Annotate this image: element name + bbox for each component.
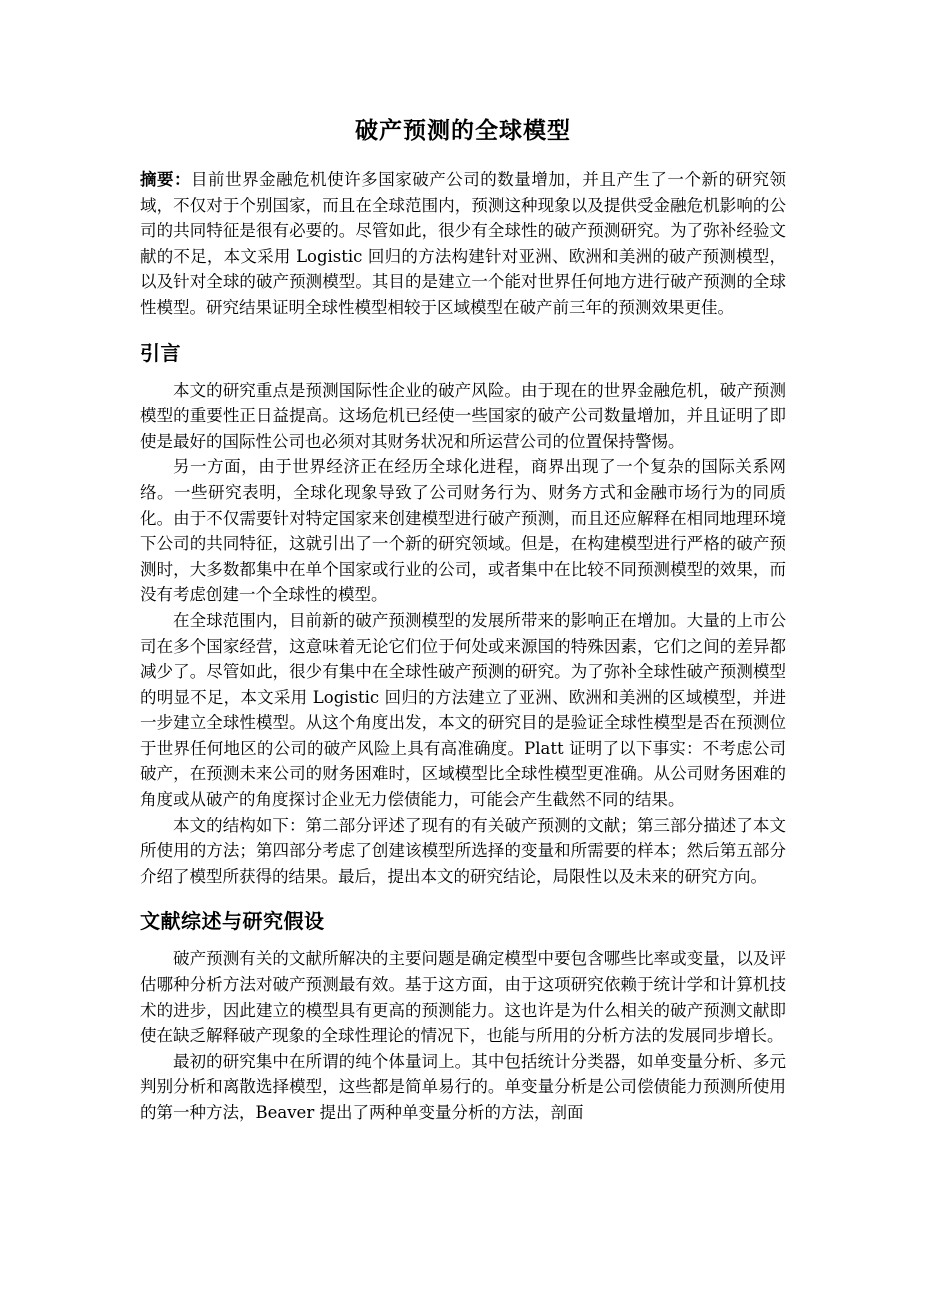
- introduction-paragraph-4: 本文的结构如下：第二部分评述了现有的有关破产预测的文献；第三部分描述了本文所使用的方法；第四部分考虑了创建该模型所选择的变量和所需要的样本；然后第五部分介绍了模型所获得的结果。最后，提出本文的研究结论，局限性以及未来的研究方向。: [140, 815, 786, 886]
- literature-review-paragraph-1: 破产预测有关的文献所解决的主要问题是确定模型中要包含哪些比率或变量，以及评估哪种分析方法对破产预测最有效。基于这方面，由于这项研究依赖于统计学和计算机技术的进步，因此建立的模型具有更高的预测能力。这也许是为什么相关的破产预测文献即使在缺乏解释破产现象的全球性理论的情况下，也能与所用的分析方法的发展同步增长。: [140, 949, 786, 1046]
- section-heading-introduction: 引言: [140, 340, 181, 365]
- literature-review-paragraph-2: 最初的研究集中在所谓的纯个体量词上。其中包括统计分类器，如单变量分析、多元判别分析和离散选择模型，这些都是简单易行的。单变量分析是公司偿债能力预测所使用的第一种方法，Beaver 提出了两种单变量分析的方法，剖面: [140, 1051, 786, 1122]
- section-heading-literature-review: 文献综述与研究假设: [140, 909, 325, 934]
- introduction-paragraph-1: 本文的研究重点是预测国际性企业的破产风险。由于现在的世界金融危机，破产预测模型的重要性正日益提高。这场危机已经使一些国家的破产公司数量增加，并且证明了即使是最好的国际性公司也必须对其财务状况和所运营公司的位置保持警惕。: [140, 380, 786, 451]
- abstract-label: 摘要：: [140, 170, 192, 189]
- introduction-paragraph-3: 在全球范围内，目前新的破产预测模型的发展所带来的影响正在增加。大量的上市公司在多个国家经营，这意味着无论它们位于何处或来源国的特殊因素，它们之间的差异都减少了。尽管如此，很少有集中在全球性破产预测的研究。为了弥补全球性破产预测模型的明显不足，本文采用 Logistic 回归的方法建立了亚洲、欧洲和美洲的区域模型，并进一步建立全球性模型。从这个角度出发，本文的研究目的是验证全球性模型是否在预测位于世界任何地区的公司的破产风险上具有高准确度。Platt 证明了以下事实：不考虑公司破产，在预测未来公司的财务困难时，区域模型比全球性模型更准确。从公司财务困难的角度或从破产的角度探讨企业无力偿债能力，可能会产生截然不同的结果。: [140, 610, 786, 810]
- abstract-text: 目前世界金融危机使许多国家破产公司的数量增加，并且产生了一个新的研究领域，不仅对于个别国家，而且在全球范围内，预测这种现象以及提供受金融危机影响的公司的共同特征是很有必要的。尽管如此，很少有全球性的破产预测研究。为了弥补经验文献的不足，本文采用 Logistic 回归的方法构建针对亚洲、欧洲和美洲的破产预测模型，以及针对全球的破产预测模型。其目的是建立一个能对世界任何地方进行破产预测的全球性模型。研究结果证明全球性模型相较于区域模型在破产前三年的预测效果更佳。: [140, 170, 787, 317]
- abstract-paragraph: [140, 167, 786, 321]
- introduction-paragraph-2: 另一方面，由于世界经济正在经历全球化进程，商界出现了一个复杂的国际关系网络。一些研究表明，全球化现象导致了公司财务行为、财务方式和金融市场行为的同质化。由于不仅需要针对特定国家来创建模型进行破产预测，而且还应解释在相同地理环境下公司的共同特征，这就引出了一个新的研究领域。但是，在构建模型进行严格的破产预测时，大多数都集中在单个国家或行业的公司，或者集中在比较不同预测模型的效果，而没有考虑创建一个全球性的模型。: [140, 457, 786, 605]
- document-title: 破产预测的全球模型: [355, 118, 571, 144]
